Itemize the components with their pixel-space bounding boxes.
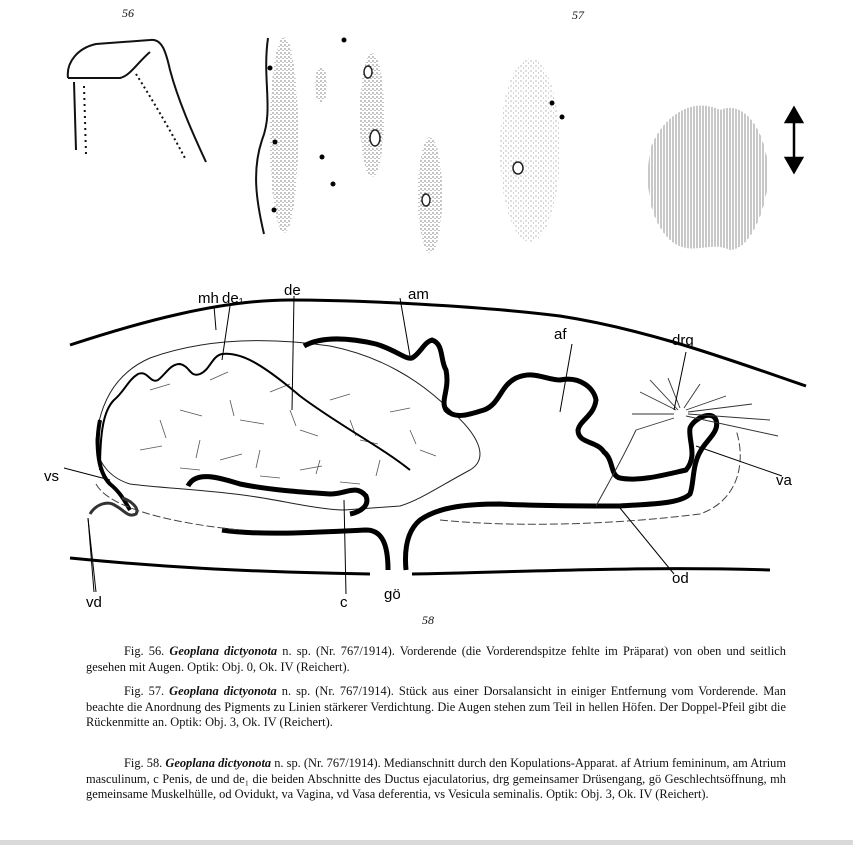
caption-fig56: [86, 644, 786, 675]
label-vs: vs: [44, 468, 59, 485]
caption-fig57-species: Geoplana dictyonota: [169, 684, 277, 698]
figure-number-56: 56: [122, 6, 134, 20]
caption-fig58: [86, 756, 786, 803]
label-de1: de₁: [222, 290, 244, 307]
label-drg: drg: [672, 332, 694, 349]
fig56-drawing: [68, 40, 206, 162]
caption-fig58-text: n. sp. (Nr. 767/1914). Medianschnitt durch den Kopulations-Apparat. af Atrium femininum, am Atrium masculinum, c Penis, de und de₁ die beiden Abschnitte des Ductus ejaculatorius, drg gemeinsamer Drüsengang, gö Geschlechtsöffnung, mh gemeinsame Muskelhülle, od Ovidukt, va Vagina, vd Vasa deferentia, vs Vesicula seminalis. Optik: Obj. 3, Ok. IV (Reichert).: [86, 756, 786, 802]
label-od: od: [672, 570, 689, 587]
label-go: gö: [384, 586, 401, 603]
figure-number-58: 58: [422, 613, 434, 627]
caption-fig56-text: n. sp. (Nr. 767/1914). Vorderende (die Vorderendspitze fehlte im Präparat) von oben und seitlich gesehen mit Augen. Optik: Obj. 0, Ok. IV (Reichert).: [86, 644, 786, 674]
label-va: va: [776, 472, 792, 489]
double-arrow-icon: [786, 108, 802, 172]
caption-fig57-text: n. sp. (Nr. 767/1914). Stück aus einer Dorsalansicht in einiger Entfernung vom Vorderende. Man beachte die Anordnung des Pigments zu Linien stärkerer Verdichtung. Die Augen stehen zum Teil in hellen Höfen. Der Doppel-Pfeil gibt die Rückenmitte an. Optik: Obj. 3, Ok. IV (Reichert).: [86, 684, 787, 730]
caption-fig57: [86, 684, 786, 731]
label-am: am: [408, 286, 429, 303]
page-bottom-edge: [0, 840, 853, 845]
caption-fig58-prefix: Fig. 58.: [124, 756, 163, 770]
figure-number-57: 57: [572, 8, 584, 22]
label-de: de: [284, 282, 301, 299]
caption-fig56-prefix: Fig. 56.: [124, 644, 165, 658]
label-c: c: [340, 594, 348, 611]
fig58-drawing: [64, 296, 806, 594]
label-mh: mh: [198, 290, 219, 307]
caption-fig56-species: Geoplana dictyonota: [169, 644, 278, 658]
caption-fig58-species: Geoplana dictyonota: [165, 756, 272, 770]
fig57-drawing: [256, 37, 802, 253]
label-vd: vd: [86, 594, 102, 611]
label-af: af: [554, 326, 567, 343]
caption-fig57-prefix: Fig. 57.: [124, 684, 165, 698]
